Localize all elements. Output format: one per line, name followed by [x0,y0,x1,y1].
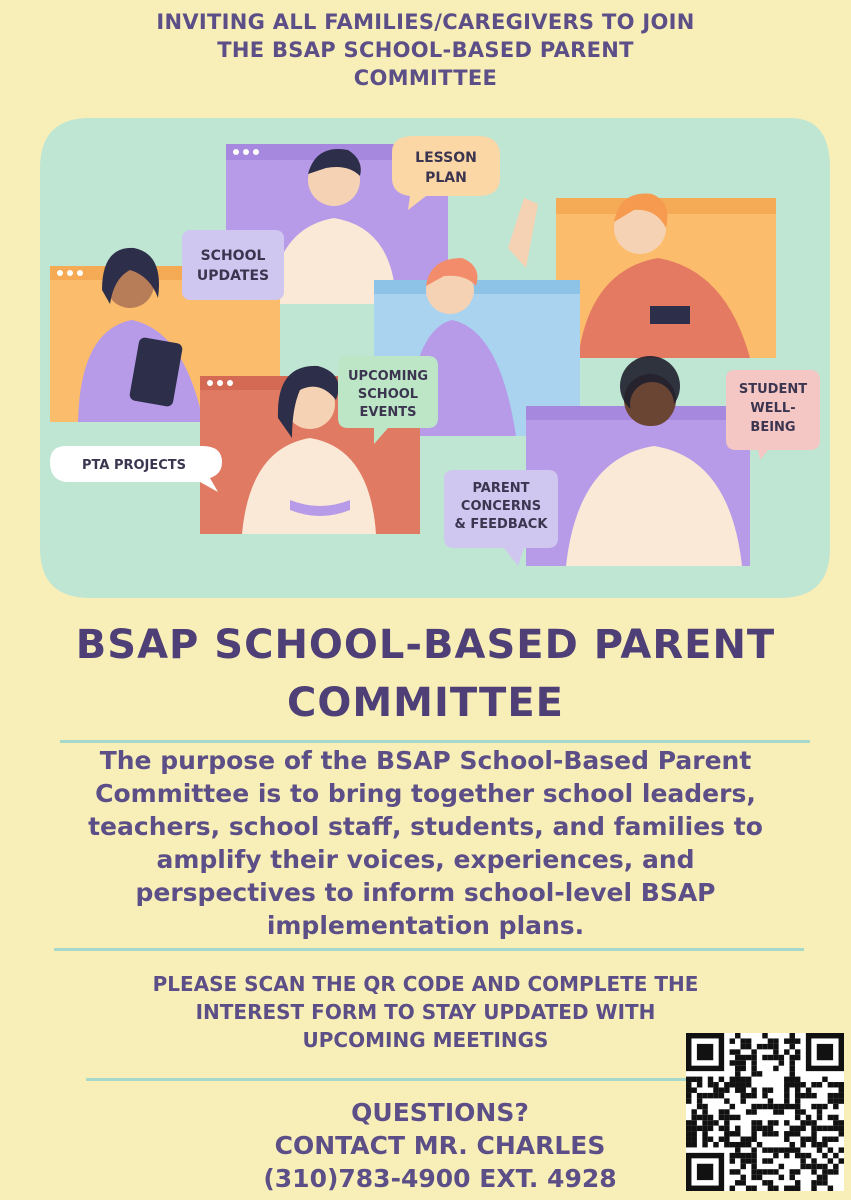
bubble-school-updates [182,230,284,300]
bubble-upcoming-events-line-2: SCHOOL [357,387,419,402]
divider-3 [86,1078,686,1081]
qr-call-to-action [80,970,771,1054]
qr-code[interactable] [686,1033,844,1191]
contact-block [190,1096,690,1195]
bubble-parent-concerns-line-2: CONCERNS [460,499,542,514]
cta-line-2: INTEREST FORM TO STAY UPDATED WITH [195,1000,656,1024]
bubble-upcoming-events-line-3: EVENTS [359,405,417,420]
main-title-line-2: COMMITTEE [287,680,564,726]
bubble-school-updates-line-1: SCHOOL [200,248,266,264]
contact-phone[interactable]: (310)783-4900 EXT. 4928 [263,1164,617,1193]
header-line-3: COMMITTEE [353,66,498,90]
purpose-line-1: The purpose of the BSAP School-Based Parent [99,746,752,775]
invitation-header [0,8,851,92]
purpose-line-5: perspectives to inform school-level BSAP [135,878,716,907]
bubble-pta-projects-text: PTA PROJECTS [81,458,187,473]
purpose-paragraph [40,744,811,942]
bubble-student-wellbeing-line-1: STUDENT [738,382,808,397]
bubble-upcoming-events-line-1: UPCOMING [348,369,428,384]
bubble-student-wellbeing-line-3: BEING [750,420,796,435]
window-right [556,194,776,358]
bubble-lesson-plan-line-2: PLAN [425,170,467,186]
bubble-parent-concerns-line-1: PARENT [472,481,530,496]
bubble-school-updates-line-2: UPDATES [196,268,270,284]
cta-line-1: PLEASE SCAN THE QR CODE AND COMPLETE THE [152,972,699,996]
divider-2 [54,948,804,951]
bubble-student-wellbeing [726,370,820,460]
main-title-line-1: BSAP SCHOOL-BASED PARENT [75,622,776,668]
bubble-parent-concerns-line-3: & FEEDBACK [454,517,548,532]
bubble-lesson-plan-line-1: LESSON [415,150,477,166]
bubble-student-wellbeing-line-2: WELL- [750,401,796,416]
purpose-line-3: teachers, school staff, students, and families to [88,812,763,841]
video-call-illustration [30,108,838,608]
cta-line-3: UPCOMING MEETINGS [302,1028,549,1052]
header-line-1: INVITING ALL FAMILIES/CAREGIVERS TO JOIN [156,10,695,34]
purpose-line-4: amplify their voices, experiences, and [156,845,695,874]
purpose-line-6: implementation plans. [266,911,585,940]
contact-questions: QUESTIONS? [351,1098,529,1127]
contact-name: CONTACT MR. CHARLES [274,1131,606,1160]
header-line-2: THE BSAP SCHOOL-BASED PARENT [217,38,634,62]
divider-1 [60,740,810,743]
purpose-line-2: Committee is to bring together school leaders, [95,779,756,808]
